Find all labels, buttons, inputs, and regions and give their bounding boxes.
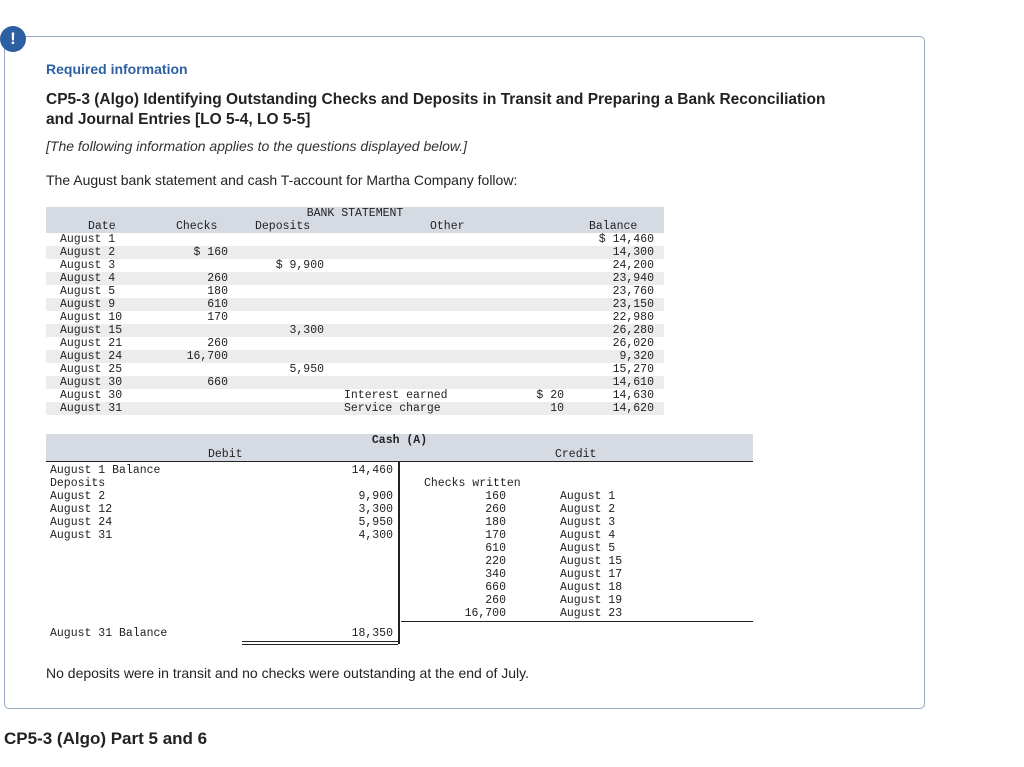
intro-text: The August bank statement and cash T-account for Martha Company follow: (46, 172, 518, 188)
bank-statement-row (46, 324, 664, 337)
row-date: August 4 (60, 272, 116, 285)
check-amount: 16,700 (464, 607, 506, 620)
bank-statement-row (46, 363, 664, 376)
check-date: August 23 (560, 607, 623, 620)
bank-statement-row (46, 350, 664, 363)
closing-balance-label: August 31 Balance (50, 627, 168, 640)
required-info-heading: Required information (46, 61, 188, 77)
deposit-date: August 24 (50, 516, 113, 529)
row-balance: 14,620 (612, 402, 654, 415)
check-date: August 15 (560, 555, 623, 568)
closing-balance-value: 18,350 (351, 627, 393, 640)
row-balance: 24,200 (612, 259, 654, 272)
row-checks: 260 (207, 337, 228, 350)
row-date: August 10 (60, 311, 123, 324)
row-date: August 15 (60, 324, 123, 337)
debit-label: Debit (208, 448, 243, 461)
row-deposits: 5,950 (289, 363, 324, 376)
row-balance: 9,320 (619, 350, 654, 363)
row-balance: 14,610 (612, 376, 654, 389)
check-date: August 3 (560, 516, 616, 529)
col-deposits: Deposits (255, 220, 311, 233)
row-balance: $ 14,460 (598, 233, 654, 246)
bank-statement-row (46, 272, 664, 285)
bank-statement (46, 207, 664, 415)
row-other: Service charge (344, 402, 441, 415)
bank-statement-row (46, 298, 664, 311)
deposit-date: August 12 (50, 503, 113, 516)
row-checks: 170 (207, 311, 228, 324)
row-date: August 30 (60, 389, 123, 402)
col-date: Date (88, 220, 116, 233)
check-amount: 660 (485, 581, 506, 594)
problem-title: CP5-3 (Algo) Identifying Outstanding Checks and Deposits in Transit and Preparing a Bank Reconciliation and Journal Entries [LO 5-4, LO 5-5] (46, 91, 826, 128)
row-date: August 31 (60, 402, 123, 415)
row-deposits: 3,300 (289, 324, 324, 337)
check-amount: 180 (485, 516, 506, 529)
row-checks: 180 (207, 285, 228, 298)
row-other: Interest earned (344, 389, 448, 402)
row-balance: 23,150 (612, 298, 654, 311)
bank-statement-row (46, 337, 664, 350)
t-account-divider (398, 461, 400, 644)
row-date: August 9 (60, 298, 116, 311)
row-checks: 660 (207, 376, 228, 389)
bank-statement-row (46, 233, 664, 246)
deposit-date: August 2 (50, 490, 106, 503)
row-balance: 15,270 (612, 363, 654, 376)
cash-t-account (46, 434, 753, 644)
credit-bottom-line (401, 621, 753, 622)
check-date: August 17 (560, 568, 623, 581)
row-balance: 14,300 (612, 246, 654, 259)
row-date: August 21 (60, 337, 123, 350)
row-balance: 26,280 (612, 324, 654, 337)
row-checks: 260 (207, 272, 228, 285)
check-date: August 19 (560, 594, 623, 607)
check-amount: 220 (485, 555, 506, 568)
col-other: Other (430, 220, 465, 233)
deposit-amount: 4,300 (358, 529, 393, 542)
t-account-header-row (46, 448, 753, 461)
t-account-title: Cash (A) (46, 434, 753, 448)
row-checks: 16,700 (186, 350, 228, 363)
row-date: August 24 (60, 350, 123, 363)
row-date: August 2 (60, 246, 116, 259)
row-date: August 30 (60, 376, 123, 389)
row-date: August 5 (60, 285, 116, 298)
footer-note: No deposits were in transit and no checks were outstanding at the end of July. (46, 665, 530, 681)
check-amount: 340 (485, 568, 506, 581)
opening-balance-value: 14,460 (351, 464, 393, 477)
bank-statement-row (46, 246, 664, 259)
check-date: August 5 (560, 542, 616, 555)
row-balance: 22,980 (612, 311, 654, 324)
credit-label: Credit (555, 448, 597, 461)
check-amount: 160 (485, 490, 506, 503)
check-date: August 4 (560, 529, 616, 542)
row-balance: 23,940 (612, 272, 654, 285)
double-underline-bottom (242, 644, 398, 645)
check-amount: 610 (485, 542, 506, 555)
deposit-amount: 5,950 (358, 516, 393, 529)
check-date: August 18 (560, 581, 623, 594)
part-heading: CP5-3 (Algo) Part 5 and 6 (4, 729, 208, 748)
col-checks: Checks (176, 220, 218, 233)
row-checks: 610 (207, 298, 228, 311)
alert-icon: ! (0, 26, 26, 52)
bank-statement-row (46, 259, 664, 272)
check-date: August 1 (560, 490, 616, 503)
double-underline-top (242, 641, 398, 642)
col-balance: Balance (589, 220, 638, 233)
row-balance: 23,760 (612, 285, 654, 298)
row-balance: 26,020 (612, 337, 654, 350)
deposit-amount: 3,300 (358, 503, 393, 516)
check-amount: 260 (485, 503, 506, 516)
row-checks: $ 160 (193, 246, 228, 259)
check-amount: 170 (485, 529, 506, 542)
opening-balance-label: August 1 Balance (50, 464, 161, 477)
bank-statement-row (46, 402, 664, 415)
row-other-amount: $ 20 (536, 389, 564, 402)
bank-statement-row (46, 376, 664, 389)
bank-statement-title: BANK STATEMENT (46, 207, 664, 220)
row-date: August 3 (60, 259, 116, 272)
bank-statement-row (46, 311, 664, 324)
deposit-date: August 31 (50, 529, 113, 542)
row-deposits: $ 9,900 (275, 259, 324, 272)
row-other-amount: 10 (550, 402, 564, 415)
row-date: August 1 (60, 233, 116, 246)
checks-written-label: Checks written (424, 477, 521, 490)
deposit-amount: 9,900 (358, 490, 393, 503)
bank-statement-row (46, 389, 664, 402)
deposits-label: Deposits (50, 477, 106, 490)
bank-statement-header-row (46, 220, 664, 233)
check-amount: 260 (485, 594, 506, 607)
check-date: August 2 (560, 503, 616, 516)
row-balance: 14,630 (612, 389, 654, 402)
row-date: August 25 (60, 363, 123, 376)
bank-statement-row (46, 285, 664, 298)
info-note: [The following information applies to the questions displayed below.] (46, 138, 468, 154)
